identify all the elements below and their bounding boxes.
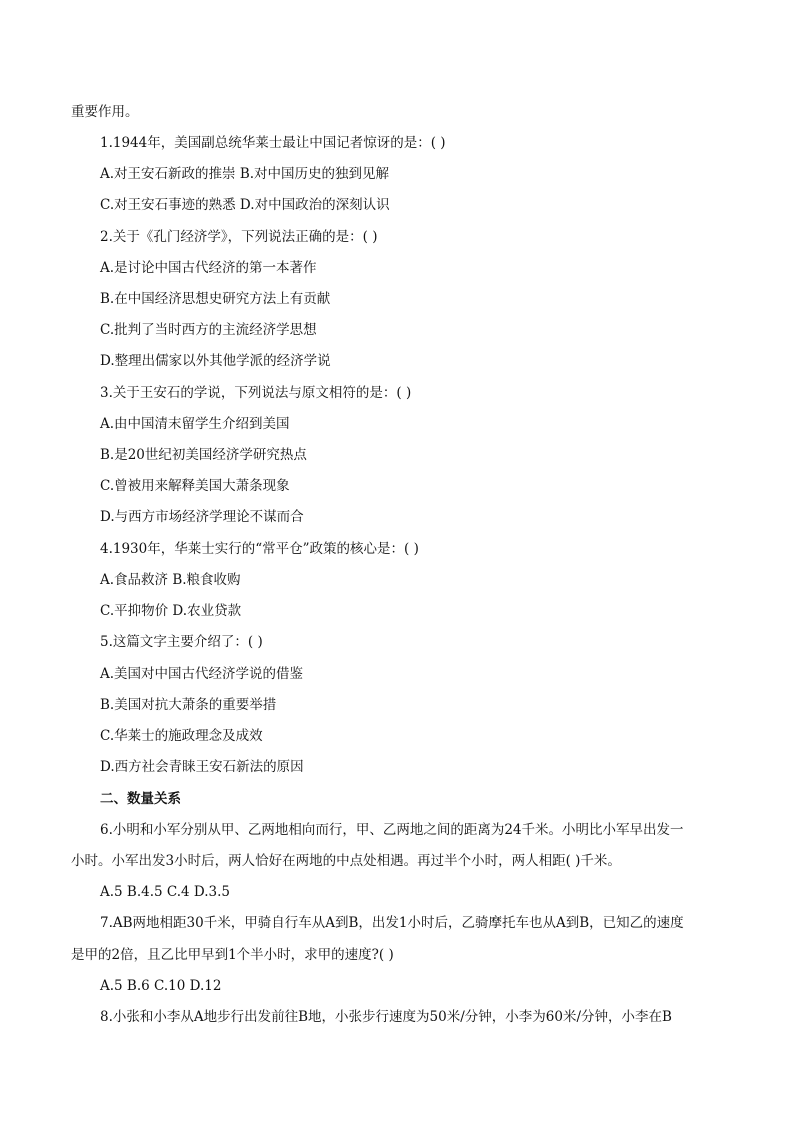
q1-option: A.对王安石新政的推崇 B.对中国历史的独到见解 — [100, 166, 390, 182]
q2-option: C.批判了当时西方的主流经济学思想 — [100, 322, 317, 338]
q4-option: C.平抑物价 D.农业贷款 — [100, 603, 242, 619]
q5-option: B.美国对抗大萧条的重要举措 — [100, 697, 277, 713]
section-title: 二、数量关系 — [100, 791, 181, 807]
q7-options: A.5 B.6 C.10 D.12 — [100, 978, 222, 994]
q4-stem: 4.1930年，华莱士实行的“常平仓”政策的核心是：( ) — [100, 541, 419, 557]
q6-stem-line1: 6.小明和小军分别从甲、乙两地相向而行，甲、乙两地之间的距离为24千米。小明比小军早出发一 — [100, 822, 684, 838]
q5-option: D.西方社会青睐王安石新法的原因 — [100, 759, 304, 775]
q2-stem: 2.关于《孔门经济学》，下列说法正确的是：( ) — [100, 229, 378, 245]
q3-stem: 3.关于王安石的学说，下列说法与原文相符的是：( ) — [100, 385, 412, 401]
q2-option: A.是讨论中国古代经济的第一本著作 — [100, 260, 317, 276]
q6-stem-line2: 小时。小军出发3小时后，两人恰好在两地的中点处相遇。再过半个小时，两人相距( )千米。 — [71, 853, 621, 869]
q7-stem-line1: 7.AB两地相距30千米，甲骑自行车从A到B，出发1小时后，乙骑摩托车也从A到B，已知乙的速度 — [100, 915, 684, 931]
q7-stem-line2: 是甲的2倍，且乙比甲早到1个半小时，求甲的速度?( ) — [71, 947, 394, 963]
q5-stem: 5.这篇文字主要介绍了：( ) — [100, 634, 263, 650]
q3-option: D.与西方市场经济学理论不谋而合 — [100, 509, 304, 525]
q3-option: C.曾被用来解释美国大萧条现象 — [100, 478, 290, 494]
q1-stem: 1.1944年，美国副总统华莱士最让中国记者惊讶的是：( ) — [100, 135, 446, 151]
q3-option: B.是20世纪初美国经济学研究热点 — [100, 447, 307, 463]
q2-option: B.在中国经济思想史研究方法上有贡献 — [100, 291, 331, 307]
q5-option: A.美国对中国古代经济学说的借鉴 — [100, 666, 304, 682]
q6-options: A.5 B.4.5 C.4 D.3.5 — [100, 884, 231, 900]
q5-option: C.华莱士的施政理念及成效 — [100, 728, 263, 744]
q4-option: A.食品救济 B.粮食收购 — [100, 572, 241, 588]
q1-option: C.对王安石事迹的熟悉 D.对中国政治的深刻认识 — [100, 197, 390, 213]
q3-option: A.由中国清末留学生介绍到美国 — [100, 416, 290, 432]
q2-option: D.整理出儒家以外其他学派的经济学说 — [100, 353, 331, 369]
q8-stem-line1: 8.小张和小李从A地步行出发前往B地，小张步行速度为50米/分钟，小李为60米/分钟，小李在B — [100, 1009, 672, 1025]
intro-tail: 重要作用。 — [71, 104, 139, 120]
